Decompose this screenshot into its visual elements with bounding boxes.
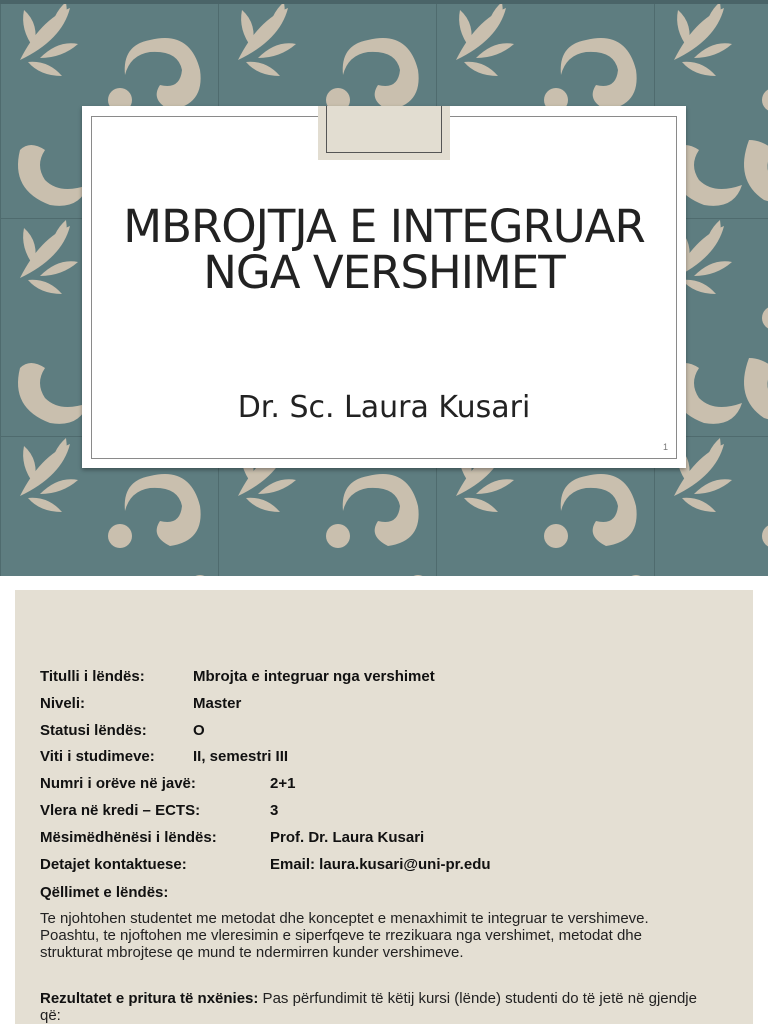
info-row-year bbox=[40, 748, 730, 775]
results-label: Rezultatet e pritura të nxënies: bbox=[40, 990, 259, 1007]
info-row-hours bbox=[40, 775, 730, 802]
info-row-title bbox=[40, 668, 730, 695]
info-value: Master bbox=[193, 694, 242, 712]
results-text: Pas përfundimit të këtij kursi (lënde) studenti do të jetë në gjendje që: bbox=[40, 990, 697, 1024]
slide-number: 1 bbox=[662, 442, 668, 452]
results-paragraph bbox=[40, 990, 720, 1024]
info-label: Numri i orëve në javë: bbox=[40, 775, 196, 793]
info-row-teacher bbox=[40, 829, 730, 856]
course-info-table bbox=[40, 668, 730, 882]
info-label: Detajet kontaktuese: bbox=[40, 855, 187, 873]
info-value: II, semestri III bbox=[193, 748, 289, 766]
card-tab-inner-frame bbox=[326, 106, 442, 153]
info-row-ects bbox=[40, 802, 730, 829]
slide-subtitle: Dr. Sc. Laura Kusari bbox=[237, 390, 531, 425]
slide-top-edge bbox=[0, 0, 768, 4]
slide-title: MBROJTJA E INTEGRUAR NGA VERSHIMET bbox=[123, 200, 645, 299]
info-label: Viti i studimeve: bbox=[40, 748, 155, 766]
info-value: 3 bbox=[270, 801, 279, 819]
info-value: O bbox=[193, 721, 205, 739]
info-value: Prof. Dr. Laura Kusari bbox=[270, 828, 425, 846]
goals-heading: Qëllimet e lëndës: bbox=[40, 884, 169, 901]
course-info-slide bbox=[15, 590, 753, 1024]
info-label: Mësimëdhënësi i lëndës: bbox=[40, 828, 217, 846]
info-row-contact bbox=[40, 856, 730, 883]
info-row-level bbox=[40, 695, 730, 722]
goals-text: Te njohtohen studentet me metodat dhe konceptet e menaxhimit te integruar te vershimeve. Poashtu, te njoftohen me vleresimin e siperfqeve te rrezikuara nga vershimet, metodat dhe strukturat mbrojtese qe mund te ndermirren kunder vershimeve. bbox=[40, 910, 649, 961]
info-value: Email: laura.kusari@uni-pr.edu bbox=[270, 855, 491, 873]
info-value: Mbrojta e integruar nga vershimet bbox=[193, 668, 435, 685]
info-row-status bbox=[40, 722, 730, 749]
info-label: Niveli: bbox=[40, 694, 86, 712]
info-label: Statusi lëndës: bbox=[40, 721, 147, 739]
title-card bbox=[82, 106, 686, 468]
info-label: Titulli i lëndës: bbox=[40, 668, 145, 685]
info-value: 2+1 bbox=[270, 775, 296, 793]
info-label: Vlera në kredi – ECTS: bbox=[40, 801, 201, 819]
